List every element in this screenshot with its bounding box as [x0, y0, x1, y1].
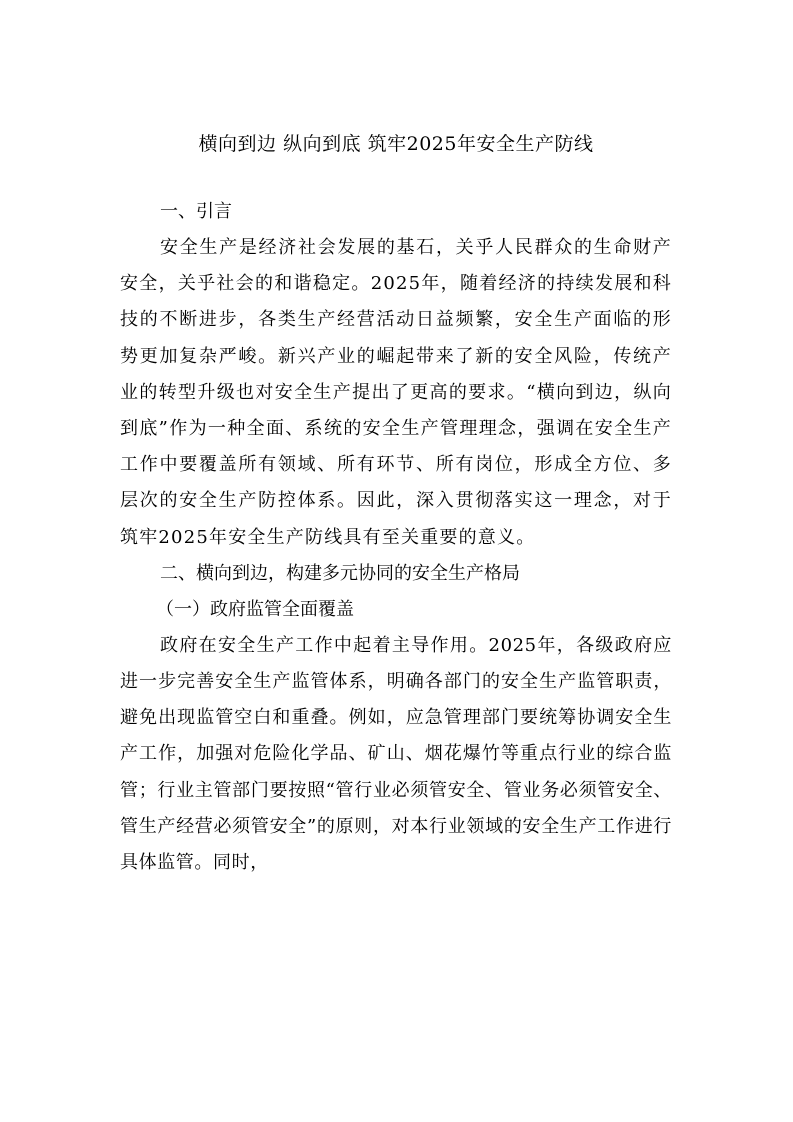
government-supervision-paragraph: 政府在安全生产工作中起着主导作用。2025年，各级政府应进一步完善安全生产监管体系，明确各部门的安全生产监管职责，避免出现监管空白和重叠。例如，应急管理部门要统筹协调安全生产工作，加强对危险化学品、矿山、烟花爆竹等重点行业的综合监管；行业主管部门要按照“管行业必须管安全、管业务必须管安全、管生产经营必须管安全”的原则，对本行业领域的安全生产工作进行具体监管。同时， — [120, 634, 672, 874]
subsection-heading-government-supervision: （一）政府监管全面覆盖 — [156, 598, 354, 620]
introduction-paragraph: 安全生产是经济社会发展的基石，关乎人民群众的生命财产安全，关乎社会的和谐稳定。2025年，随着经济的持续发展和科技的不断进步，各类生产经营活动日益频繁，安全生产面临的形势更加复杂严峻。新兴产业的崛起带来了新的安全风险，传统产业的转型升级也对安全生产提出了更高的要求。“横向到边，纵向到底”作为一种全面、系统的安全生产管理理念，强调在安全生产工作中要覆盖所有领域、所有环节、所有岗位，形成全方位、多层次的安全生产防控体系。因此，深入贯彻落实这一理念，对于筑牢2025年安全生产防线具有至关重要的意义。 — [120, 237, 672, 548]
section-heading-horizontal-coverage: 二、横向到边，构建多元协同的安全生产格局 — [160, 562, 520, 584]
document-body — [120, 126, 672, 881]
document-title: 横向到边 纵向到底 筑牢2025年安全生产防线 — [198, 133, 594, 155]
section-heading-introduction: 一、引言 — [160, 201, 232, 222]
